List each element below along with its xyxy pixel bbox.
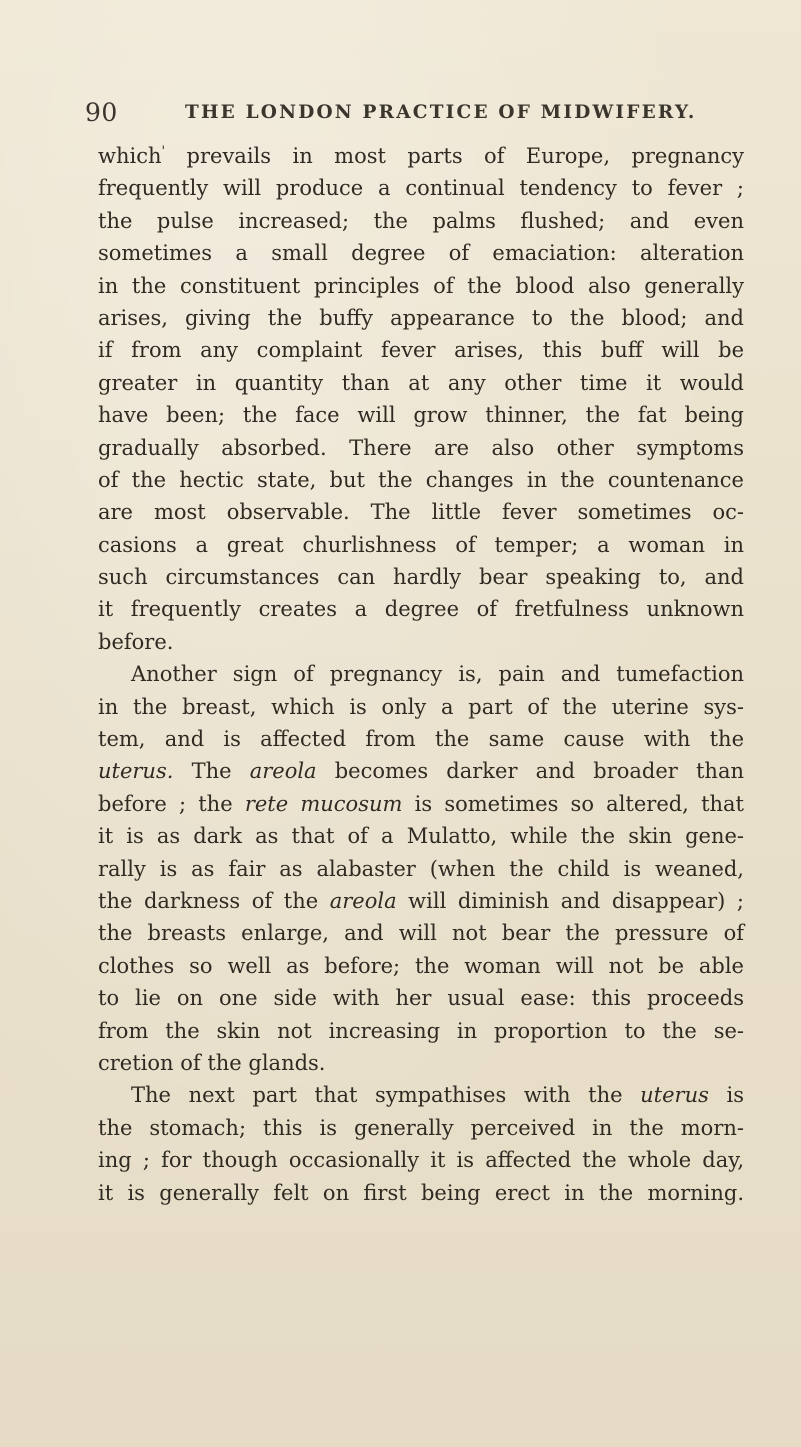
text-line: to lie on one side with her usual ease: this proceeds [98, 986, 744, 1011]
body-text [98, 140, 744, 1209]
text-line: have been; the face will grow thinner, the fat being [98, 403, 744, 428]
text-line: casions a great churlishness of temper; a woman in [98, 532, 744, 557]
text-line: uterus. The areola becomes darker and broader than [98, 759, 745, 784]
text-line: tem, and is affected from the same cause with the [98, 727, 744, 752]
paragraph-start-line: The next part that sympathises with the uterus is [131, 1083, 744, 1108]
text-line: it is as dark as that of a Mulatto, while the skin gene- [98, 824, 744, 849]
text-line: it is generally felt on first being erect in the morning. [98, 1180, 744, 1205]
text-line: if from any complaint fever arises, this buff will be [98, 338, 744, 363]
page-header [85, 98, 725, 132]
paragraph-start-line: Another sign of pregnancy is, pain and tumefaction [131, 662, 744, 687]
text-line: sometimes a small degree of emaciation: alteration [98, 241, 744, 266]
text-line: in the breast, which is only a part of the uterine sys- [98, 694, 744, 719]
paragraph-end-line: cretion of the glands. [98, 1050, 326, 1075]
text-line: the stomach; this is generally perceived in the morn- [98, 1115, 744, 1140]
text-line: from the skin not increasing in proportion to the se- [98, 1018, 744, 1043]
text-line: ing ; for though occasionally it is affected the whole day, [98, 1148, 744, 1173]
text-line: rally is as fair as alabaster (when the child is weaned, [98, 856, 744, 881]
page-number: 90 [85, 98, 118, 127]
text-line: are most observable. The little fever sometimes oc- [98, 500, 744, 525]
text-line: frequently will produce a continual tendency to fever ; [98, 176, 744, 201]
paragraph-end-line: before. [98, 629, 174, 654]
text-line: it frequently creates a degree of fretfulness unknown [98, 597, 744, 622]
text-line: the pulse increased; the palms flushed; and even [98, 208, 744, 233]
text-line: such circumstances can hardly bear speaking to, and [98, 565, 744, 590]
text-line: arises, giving the buffy appearance to the blood; and [98, 305, 744, 330]
text-line: clothes so well as before; the woman will not be able [98, 953, 744, 978]
text-line: before ; the rete mucosum is sometimes so altered, that [98, 791, 744, 816]
text-line: which' prevails in most parts of Europe, pregnancy [98, 144, 744, 168]
text-line: gradually absorbed. There are also other symptoms [98, 435, 744, 460]
text-line: of the hectic state, but the changes in the countenance [98, 467, 744, 492]
text-line: the darkness of the areola will diminish and disappear) ; [98, 888, 744, 913]
running-head: THE LONDON PRACTICE OF MIDWIFERY. [185, 102, 697, 123]
text-line: the breasts enlarge, and will not bear the pressure of [98, 921, 744, 946]
text-line: in the constituent principles of the blood also generally [98, 273, 744, 298]
text-line: greater in quantity than at any other time it would [98, 370, 744, 395]
